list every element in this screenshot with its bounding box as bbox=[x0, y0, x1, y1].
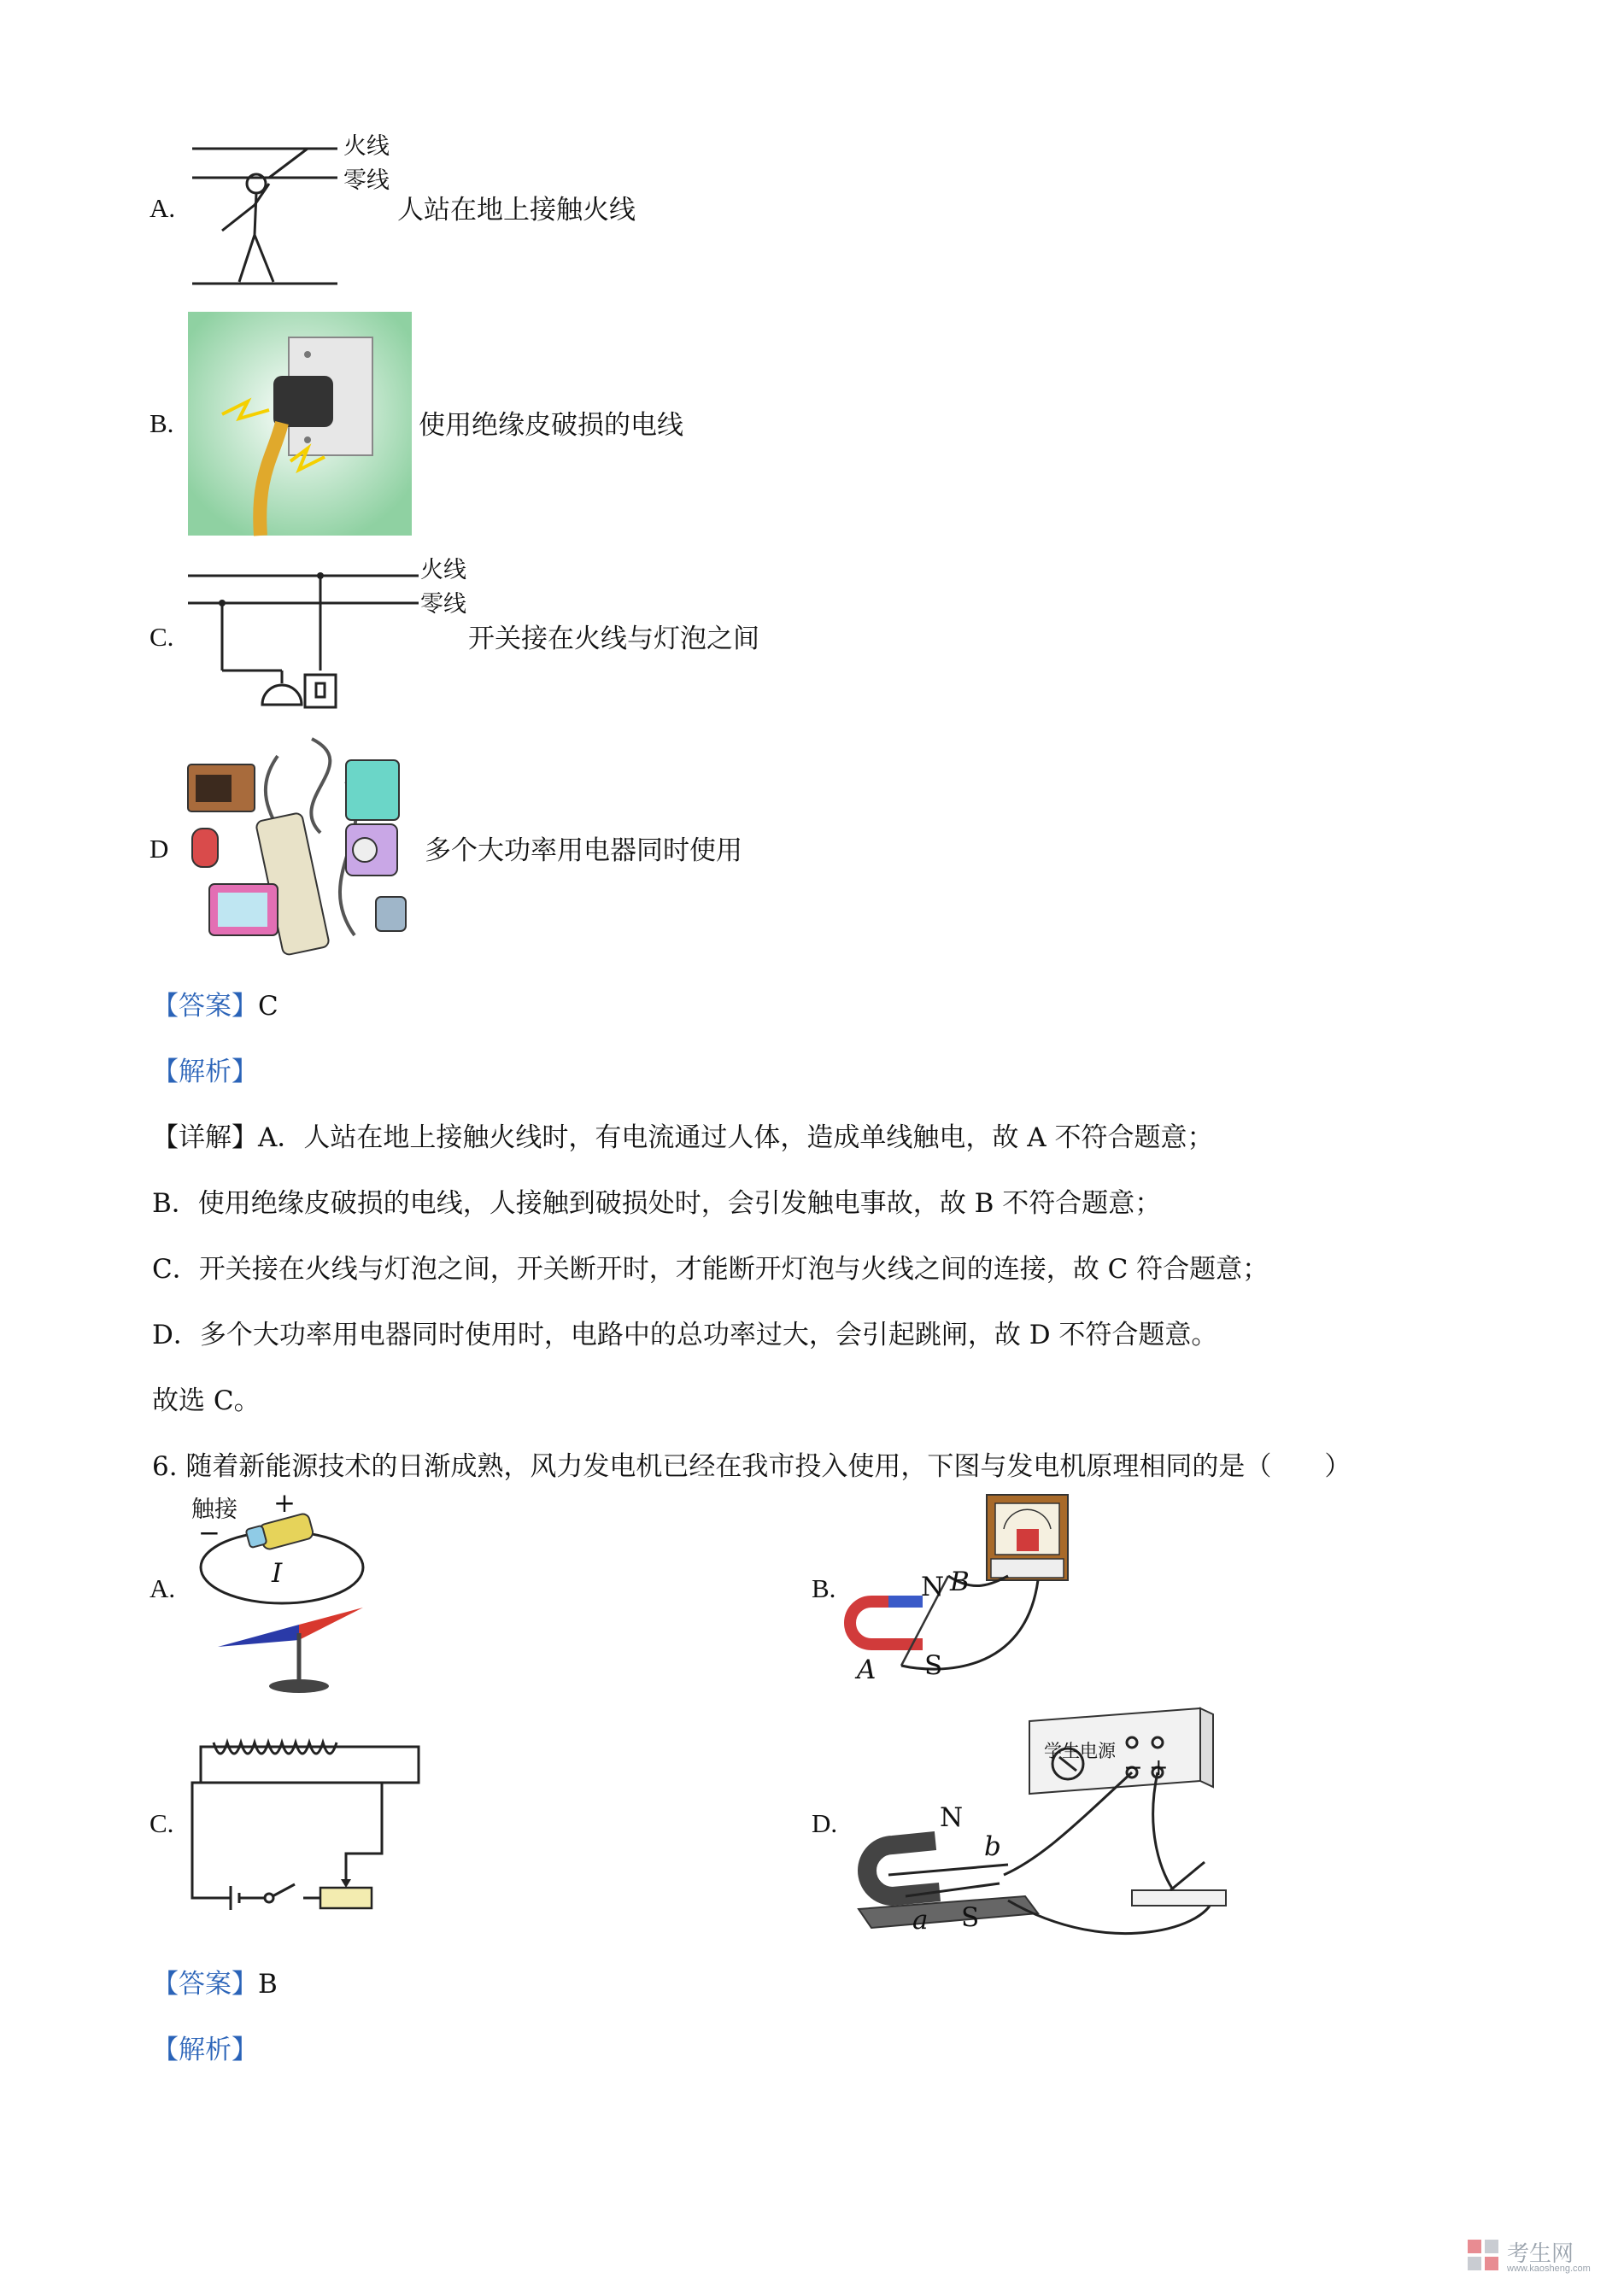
psu-minus: − bbox=[1123, 1754, 1143, 1781]
detail-line: D．多个大功率用电器同时使用时，电路中的总功率过大，会引起跳闸，故 D 不符合题意。 bbox=[152, 1320, 1218, 1350]
option-d-label: D bbox=[150, 834, 169, 864]
q6-option-b-label: B. bbox=[812, 1573, 836, 1603]
current-label: I bbox=[272, 1558, 283, 1589]
option-b-text: 使用绝缘皮破损的电线 bbox=[419, 410, 683, 441]
option-b-label: B. bbox=[150, 408, 174, 438]
watermark-url: www.kaosheng.com bbox=[1507, 2264, 1591, 2274]
detail-line: C．开关接在火线与灯泡之间，开关断开时，才能断开灯泡与火线之间的连接，故 C 符合题意； bbox=[152, 1254, 1269, 1285]
option-a-text: 人站在地上接触火线 bbox=[397, 195, 636, 226]
magnet-n-label: N bbox=[940, 1802, 964, 1833]
magnet-n-label: N bbox=[921, 1572, 945, 1602]
minus-sign: − bbox=[198, 1518, 220, 1549]
neutral-wire-label: 零线 bbox=[343, 167, 390, 194]
answer-value: B bbox=[258, 1969, 278, 2000]
electromagnet-circuit-figure bbox=[184, 1734, 427, 1913]
brand-logo-icon bbox=[1466, 2238, 1500, 2272]
rail-b-label: b bbox=[984, 1831, 1001, 1862]
magnet-s-label: S bbox=[924, 1650, 943, 1681]
q5-answer bbox=[152, 989, 278, 1023]
psu-label: 学生电源 bbox=[1044, 1741, 1116, 1761]
point-a-label: A bbox=[857, 1655, 876, 1685]
option-a-label: A. bbox=[150, 193, 176, 223]
option-d-text: 多个大功率用电器同时使用 bbox=[425, 835, 742, 866]
answer-tag: 【答案】 bbox=[152, 1969, 258, 2000]
answer-tag: 【答案】 bbox=[152, 991, 258, 1022]
motor-principle-figure bbox=[854, 1704, 1230, 1952]
q6-stem: 6. 随着新能源技术的日渐成熟，风力发电机已经在我市投入使用，下图与发电机原理相同的是（ ） bbox=[152, 1451, 1351, 1482]
broken-wire-illustration bbox=[188, 312, 414, 536]
plus-sign: + bbox=[273, 1488, 296, 1519]
q6-analysis-tag: 【解析】 bbox=[152, 2035, 258, 2065]
detail-line: B．使用绝缘皮破损的电线，人接触到破损处时，会引发触电事故，故 B 不符合题意； bbox=[152, 1188, 1162, 1219]
q6-option-c-label: C. bbox=[150, 1808, 174, 1838]
q6-option-d-label: D. bbox=[812, 1808, 838, 1838]
detail-line: 故选 C。 bbox=[152, 1385, 261, 1416]
touch-label: 触接 bbox=[191, 1496, 237, 1523]
q6-option-a-label: A. bbox=[150, 1573, 176, 1603]
q5-analysis-tag: 【解析】 bbox=[152, 1057, 258, 1087]
option-c-label: C. bbox=[150, 622, 174, 652]
psu-plus: + bbox=[1149, 1754, 1169, 1781]
magnet-s-label: S bbox=[961, 1902, 980, 1933]
neutral-wire-label: 零线 bbox=[420, 591, 466, 618]
q6-answer bbox=[152, 1967, 278, 2001]
detail-line: 【详解】A．人站在地上接触火线时，有电流通过人体，造成单线触电，故 A 不符合题意； bbox=[152, 1122, 1214, 1153]
watermark-brand: 考生网 bbox=[1507, 2240, 1574, 2266]
live-wire-label: 火线 bbox=[420, 557, 466, 583]
option-c-text: 开关接在火线与灯泡之间 bbox=[468, 624, 759, 654]
watermark bbox=[1466, 2236, 1603, 2279]
live-wire-label: 火线 bbox=[343, 133, 390, 160]
rail-a-label: a bbox=[912, 1905, 929, 1936]
point-b-label: B bbox=[950, 1567, 970, 1597]
switch-circuit-figure bbox=[184, 564, 423, 718]
overloaded-socket-illustration bbox=[184, 730, 419, 957]
answer-value: C bbox=[258, 991, 278, 1022]
